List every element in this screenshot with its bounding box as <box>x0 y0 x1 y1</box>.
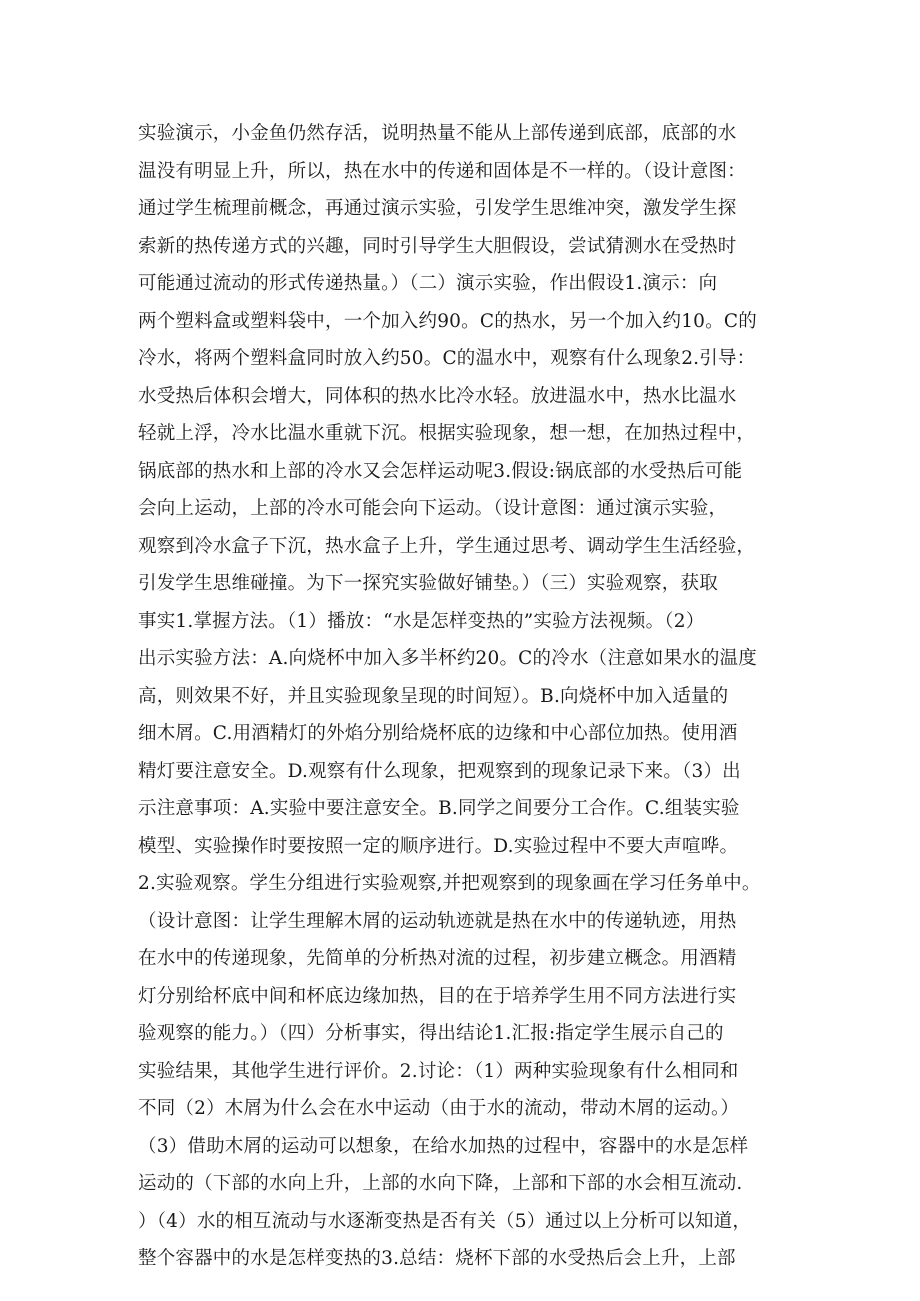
text-line: 细木屑。C.用酒精灯的外焰分别给烧杯底的边缘和中心部位加热。使用酒 <box>138 723 738 744</box>
text-line: 运动的（下部的水向上升，上部的水向下降，上部和下部的水会相互流动. <box>138 1173 743 1194</box>
text-line: 可能通过流动的形式传递热量。）（二）演示实验，作出假设1.演示：向 <box>138 273 718 294</box>
text-line: 水受热后体积会增大，同体积的热水比冷水轻。放进温水中，热水比温水 <box>138 385 737 407</box>
text-line: 冷水，将两个塑料盒同时放入约50。C的温水中，观察有什么现象2.引导： <box>138 348 756 369</box>
text-line: 引发学生思维碰撞。为下一探究实验做好铺垫。）（三）实验观察，获取 <box>138 573 718 594</box>
text-line: 观察到冷水盒子下沉，热水盒子上升，学生通过思考、调动学生生活经验， <box>138 535 756 557</box>
text-line: 事实1.掌握方法。（1）播放：“水是怎样变热的”实验方法视频。（2） <box>138 610 705 632</box>
text-line: 整个容器中的水是怎样变热的3.总结：烧杯下部的水受热后会上升，上部 <box>138 1248 736 1269</box>
text-line: （设计意图：让学生理解木屑的运动轨迹就是热在水中的传递轨迹，用热 <box>138 910 737 932</box>
text-line: （3）借助木屑的运动可以想象，在给水加热的过程中，容器中的水是怎样 <box>138 1135 749 1157</box>
text-line: 锅底部的热水和上部的冷水又会怎样运动呢3.假设:锅底部的水受热后可能 <box>138 460 743 482</box>
text-line: 实验结果，其他学生进行评价。2.讨论：（1）两种实验现象有什么相同和 <box>138 1060 739 1082</box>
text-line: 通过学生梳理前概念，再通过演示实验，引发学生思维冲突，激发学生探 <box>138 198 737 219</box>
text-line: 不同（2）木屑为什么会在水中运动（由于水的流动，带动木屑的运动。） <box>138 1098 740 1119</box>
text-line: 示注意事项：A.实验中要注意安全。B.同学之间要分工合作。C.组装实验 <box>138 798 740 819</box>
text-line: 两个塑料盒或塑料袋中，一个加入约90。C的热水，另一个加入约10。C的 <box>138 310 757 332</box>
text-line: 轻就上浮，冷水比温水重就下沉。根据实验现象，想一想，在加热过程中， <box>138 423 756 444</box>
text-line: 索新的热传递方式的兴趣，同时引导学生大胆假设，尝试猜测水在受热时 <box>138 235 737 257</box>
text-line: 出示实验方法：A.向烧杯中加入多半杯约20。C的冷水（注意如果水的温度 <box>138 648 757 669</box>
text-line: 高，则效果不好，并且实验现象呈现的时间短）。B.向烧杯中加入适量的 <box>138 685 729 707</box>
text-line: 在水中的传递现象，先简单的分析热对流的过程，初步建立概念。用酒精 <box>138 948 737 969</box>
body-text <box>138 115 798 1278</box>
text-line: 精灯要注意安全。D.观察有什么现象，把观察到的现象记录下来。（3）出 <box>138 760 741 782</box>
text-line: 2.实验观察。学生分组进行实验观察,并把观察到的现象画在学习任务单中。 <box>138 873 761 894</box>
text-line: 模型、实验操作时要按照一定的顺序进行。D.实验过程中不要大声喧哗。 <box>138 835 739 857</box>
text-line: ）（4）水的相互流动与水逐渐变热是否有关（5）通过以上分析可以知道， <box>138 1210 752 1232</box>
text-line: 实验演示，小金鱼仍然存活，说明热量不能从上部传递到底部，底部的水 <box>138 123 737 144</box>
text-line: 灯分别给杯底中间和杯底边缘加热，目的在于培养学生用不同方法进行实 <box>138 985 737 1007</box>
text-line: 温没有明显上升，所以，热在水中的传递和固体是不一样的。（设计意图： <box>138 160 746 182</box>
text-line: 会向上运动，上部的冷水可能会向下运动。（设计意图：通过演示实验， <box>138 498 728 519</box>
text-line: 验观察的能力。）（四）分析事实，得出结论1.汇报:指定学生展示自己的 <box>138 1023 724 1044</box>
